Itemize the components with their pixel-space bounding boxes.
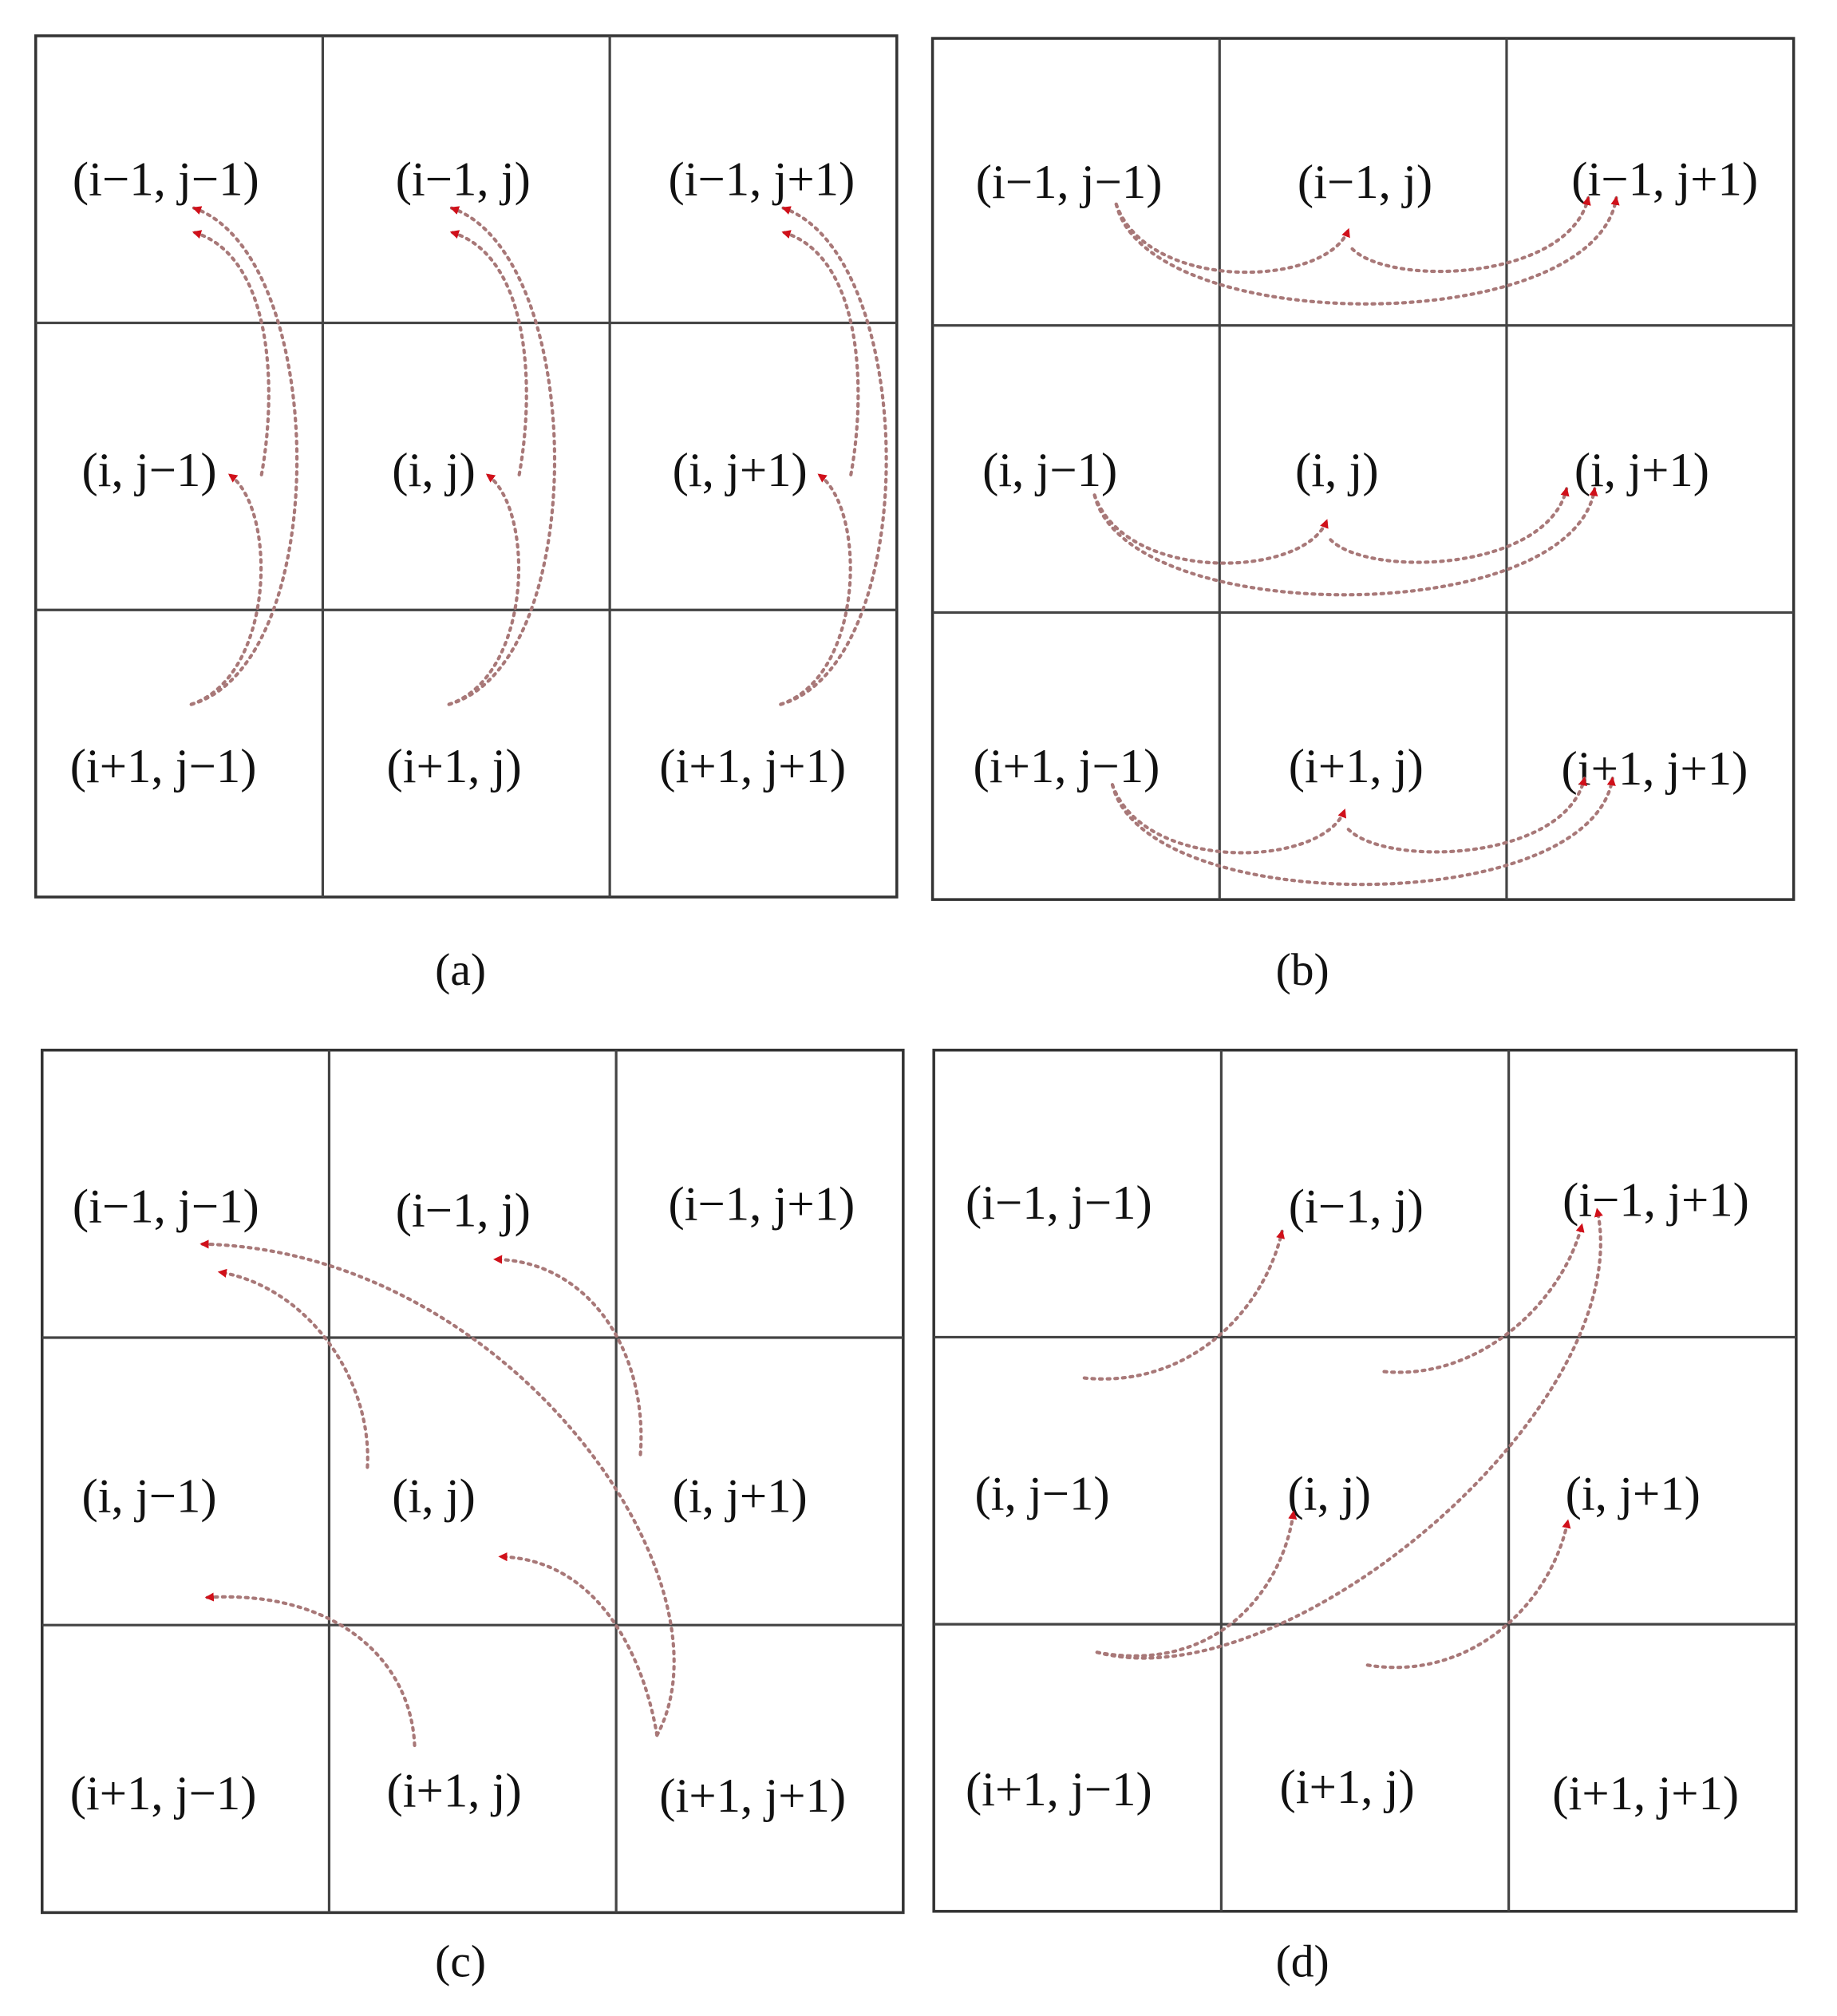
arrow bbox=[1112, 785, 1345, 852]
arrow bbox=[1095, 495, 1327, 563]
arrow bbox=[1384, 1225, 1582, 1373]
cell-label: (i, j+1) bbox=[1574, 444, 1710, 498]
cell-label: (i, j+1) bbox=[672, 1469, 808, 1524]
cell-label: (i−1, j+1) bbox=[668, 1177, 855, 1231]
cell-label: (i, j−1) bbox=[81, 444, 217, 498]
arrow bbox=[784, 232, 859, 475]
cell-label: (i, j) bbox=[392, 1469, 476, 1524]
cell-label: (i−1, j−1) bbox=[965, 1176, 1152, 1230]
arrow bbox=[452, 232, 527, 475]
cell-label: (i+1, j+1) bbox=[1561, 742, 1748, 797]
cell-label: (i+1, j) bbox=[386, 740, 522, 794]
arrow bbox=[1095, 488, 1595, 595]
arrow bbox=[500, 1556, 658, 1735]
cell-label: (i−1, j−1) bbox=[72, 1180, 259, 1234]
cell-label: (i−1, j−1) bbox=[72, 152, 259, 207]
cell-label: (i+1, j) bbox=[386, 1764, 522, 1818]
arrow bbox=[194, 232, 269, 475]
cell-label: (i−1, j−1) bbox=[975, 155, 1163, 209]
panel-b bbox=[933, 38, 1794, 995]
panel-a bbox=[36, 36, 897, 995]
panel-caption: (a) bbox=[435, 945, 487, 996]
arrow bbox=[1116, 198, 1617, 304]
panels bbox=[36, 36, 1796, 1986]
cell-label: (i+1, j−1) bbox=[69, 1766, 257, 1820]
cell-label: (i, j) bbox=[1287, 1467, 1372, 1521]
cell-label: (i+1, j−1) bbox=[965, 1763, 1152, 1817]
cell-label: (i+1, j+1) bbox=[1552, 1766, 1740, 1820]
cell-label: (i−1, j) bbox=[395, 1184, 531, 1238]
cell-label: (i+1, j−1) bbox=[69, 740, 257, 794]
arrow bbox=[1368, 1521, 1568, 1668]
arrow bbox=[192, 475, 261, 705]
panel-caption: (c) bbox=[435, 1936, 487, 1987]
panel-d bbox=[934, 1050, 1796, 1987]
cell-label: (i, j) bbox=[392, 444, 476, 498]
arrow bbox=[780, 475, 850, 705]
arrow bbox=[1116, 204, 1349, 272]
cell-label: (i+1, j−1) bbox=[973, 740, 1160, 794]
cell-label: (i, j+1) bbox=[672, 444, 808, 498]
panel-caption: (b) bbox=[1275, 945, 1329, 996]
cell-label: (i−1, j+1) bbox=[668, 152, 855, 207]
cell-label: (i+1, j) bbox=[1279, 1760, 1415, 1814]
cell-label: (i, j+1) bbox=[1565, 1467, 1701, 1521]
arrow bbox=[1330, 488, 1566, 562]
panel-c bbox=[42, 1050, 903, 1987]
arrow bbox=[1112, 778, 1613, 884]
cell-label: (i, j−1) bbox=[974, 1467, 1110, 1521]
arrow bbox=[1084, 1231, 1282, 1379]
arrow bbox=[1097, 1512, 1294, 1655]
cell-label: (i−1, j+1) bbox=[1562, 1173, 1749, 1227]
cell-label: (i−1, j) bbox=[1297, 155, 1433, 209]
cell-label: (i−1, j) bbox=[395, 152, 531, 207]
cell-label: (i+1, j+1) bbox=[659, 740, 847, 794]
arrow bbox=[219, 1272, 368, 1468]
panel-d-arrows bbox=[1084, 1210, 1601, 1668]
cell-label: (i−1, j+1) bbox=[1571, 152, 1759, 207]
arrow bbox=[449, 475, 519, 705]
cell-label: (i+1, j) bbox=[1288, 740, 1424, 794]
cell-label: (i+1, j+1) bbox=[659, 1769, 847, 1824]
cell-label: (i, j−1) bbox=[982, 444, 1118, 498]
cell-label: (i−1, j) bbox=[1288, 1180, 1424, 1234]
arrow bbox=[207, 1597, 415, 1745]
cell-label: (i, j−1) bbox=[81, 1469, 217, 1524]
panel-caption: (d) bbox=[1275, 1936, 1329, 1987]
cell-label: (i, j) bbox=[1295, 444, 1379, 498]
arrow bbox=[1097, 1210, 1601, 1658]
